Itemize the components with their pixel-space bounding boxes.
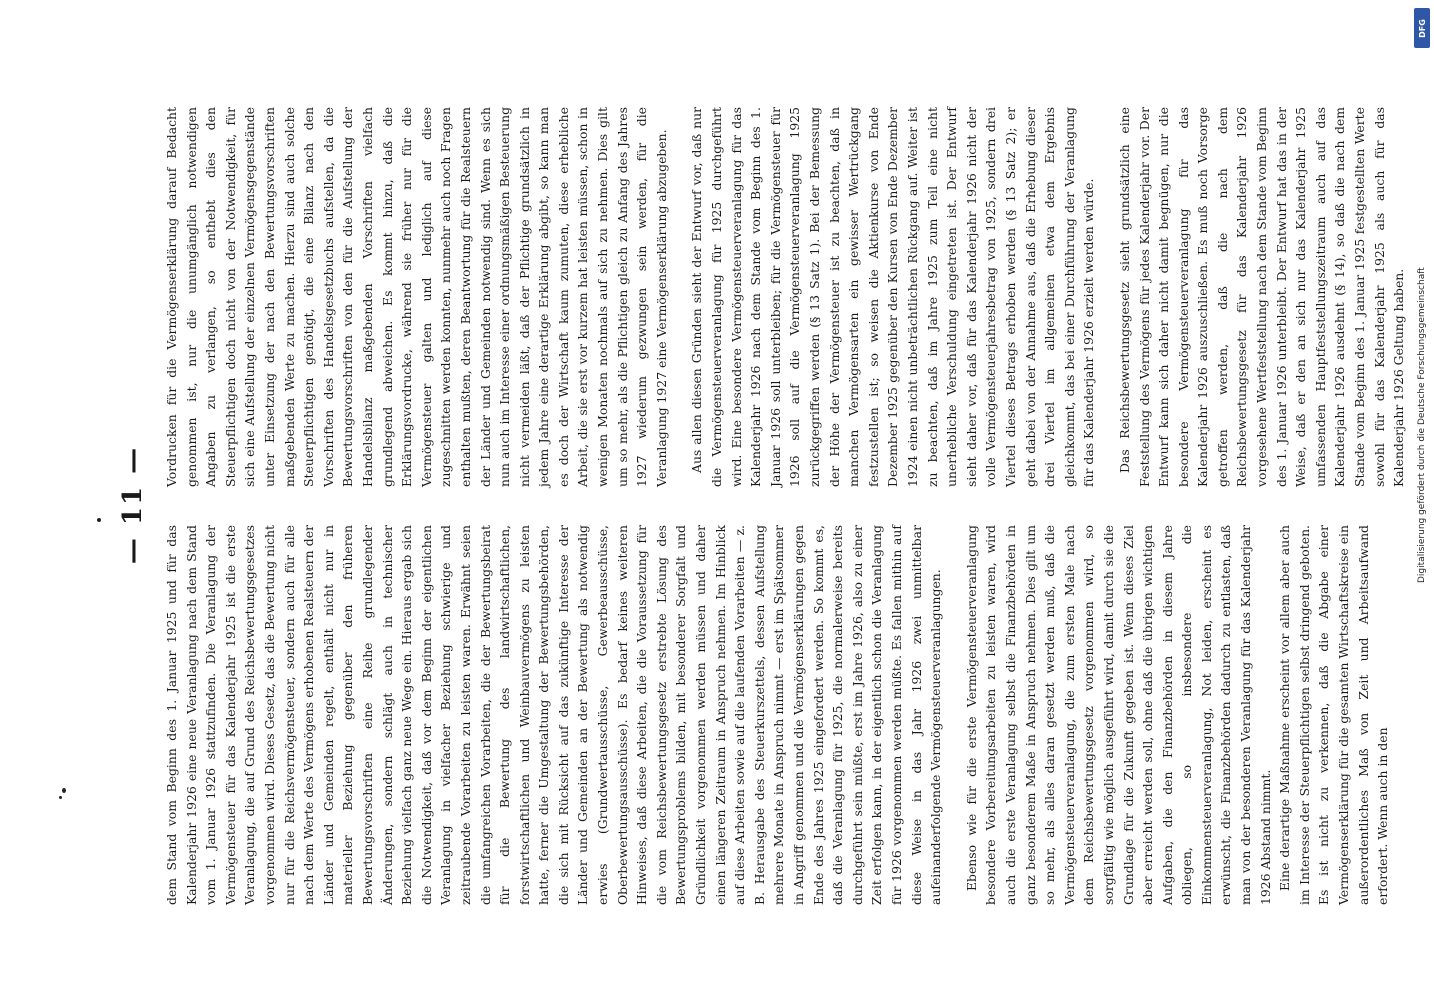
paragraph: Vordrucken für die Vermögenserklärung darauf Bedacht genommen ist, nur die unumgänglich notwendigen Angaben zu verlangen, so enthebt dies den Steuerpflichtigen doch nicht von der Notwendigkeit, für sich eine Aufstellung der einzelnen Vermögensgegenstände unter Einsetzung der nach den Bewertungsvorschriften maßgebenden Werte zu machen. Hierzu sind auch solche Steuerpflichtigen genötigt, die eine Bilanz nach den Vorschriften des Handelsgesetzbuchs aufstellen, da die Bewertungsvorschriften von den für die Aufstellung der Handelsbilanz maßgebenden Vorschriften vielfach grundlegend abweichen. Es kommt hinzu, daß die Erklärungsvordrucke, während sie früher nur für die Vermögensteuer galten und lediglich auf diese zugeschnitten werden konnten, nunmehr auch noch Fragen enthalten mußten, deren Beantwortung für die Realsteuern der Länder und Gemeinden notwendig sind. Wenn es sich nun auch im Interesse einer ordnungsmäßigen Besteuerung nicht vermeiden läßt, daß der Pflichtige grundsätzlich in jedem Jahre eine derartige Erklärung abgibt, so kann man es doch der Wirtschaft kaum zumuten, diese erhebliche Arbeit, die sie erst vor kurzem hat leisten müssen, schon in wenigen Monaten nochmals auf sich zu nehmen. Dies gilt um so mehr, als die Pflichtigen gleich zu Anfang des Jahres 1927 wiederum gezwungen sein werden, für die Veranlagung 1927 eine Vermögenserklärung abzugeben. bbox=[164, 107, 669, 487]
right-text-column bbox=[162, 107, 1407, 487]
page-number: — 11 — bbox=[118, 445, 148, 565]
dfg-badge-label: DFG bbox=[1417, 18, 1427, 38]
rotated-document-page bbox=[110, 105, 1407, 905]
scan-speck bbox=[59, 796, 62, 799]
left-text-column bbox=[162, 525, 1391, 905]
paragraph: Eine derartige Maßnahme erscheint vor allem aber auch im Interesse der Steuerpflichtigen selbst dringend geboten. Es ist nicht zu verkennen, daß die Abgabe einer Vermögenserklärung für die gesamten Wirtschaftskreise ein außerordentliches Maß von Zeit und Arbeitsaufwand erfordert. Wenn auch in den bbox=[1277, 525, 1391, 905]
digitization-credit: Digitalisierung gefördert durch die Deutsche Forschungsgemeinschaft bbox=[1417, 267, 1427, 583]
dfg-logo-icon bbox=[1414, 8, 1430, 48]
page-header bbox=[110, 105, 156, 905]
scan-speck bbox=[62, 788, 66, 793]
digitization-sidebar bbox=[1410, 0, 1434, 1000]
scan-speck bbox=[97, 518, 101, 522]
paragraph: Das Reichsbewertungsgesetz sieht grundsätzlich eine Feststellung des Vermögens für jedes Kalenderjahr vor. Der Entwurf kann sich daher nicht damit begnügen, nur die besondere Vermögensteuerveranlagung für das Kalenderjahr 1926 auszuschließen. Es muß noch Vorsorge getroffen werden, daß die nach dem Reichsbewertungsgesetz für das Kalenderjahr 1926 vorgesehene Wertfeststellung nach dem Stande vom Beginn des 1. Januar 1926 unterbleibt. Der Entwurf hat das in der Weise, daß er den an sich nur das Kalenderjahr 1925 umfassenden Hauptfeststellungszeitraum auch auf das Kalenderjahr 1926 ausdehnt (§ 14), so daß die nach dem Stande vom Beginn des 1. Januar 1925 festgestellten Werte sowohl für das Kalenderjahr 1925 als auch für das Kalenderjahr 1926 Geltung haben. bbox=[1116, 107, 1407, 487]
paragraph: Aus allen diesen Gründen sieht der Entwurf vor, daß nur die Vermögensteuerveranlagung für 1925 durchgeführt wird. Eine besondere Vermögensteuerveranlagung für das Kalenderjahr 1926 nach dem Stande vom Beginn des 1. Januar 1926 soll unterbleiben; für die Vermögensteuer für 1926 soll auf die Vermögensteuerveranlagung 1925 zurückgegriffen werden (§ 13 Satz 1). Bei der Bemessung der Höhe der Vermögensteuer ist zu beachten, daß in manchen Vermögensarten ein gewisser Wertrückgang festzustellen ist; so weisen die Aktienkurse von Ende Dezember 1925 gegenüber den Kursen von Ende Dezember 1924 einen nicht unbeträchtlichen Rückgang auf. Weiter ist zu beachten, daß im Jahre 1925 zum Teil eine nicht unerhebliche Verschuldung eingetreten ist. Der Entwurf sieht daher vor, daß für das Kalenderjahr 1926 nicht der volle Vermögensteuerjahresbetrag von 1925, sondern drei Viertel dieses Betrags erhoben werden (§ 13 Satz 2); er geht dabei von der Annahme aus, daß die Erhebung dieser drei Viertel im allgemeinen etwa dem Ergebnis gleichkommt, das bei einer Durchführung der Veranlagung für das Kalenderjahr 1926 erzielt werden würde. bbox=[689, 107, 1097, 487]
paragraph: dem Stand vom Beginn des 1. Januar 1925 und für das Kalenderjahr 1926 eine neue Veranlagung nach dem Stand vom 1. Januar 1926 stattzufinden. Die Veranlagung der Vermögensteuer für das Kalenderjahr 1925 ist die erste Veranlagung, die auf Grund des Reichsbewertungsgesetzes vorgenommen wird. Dieses Gesetz, das die Bewertung nicht nur für die Reichsvermögensteuer, sondern auch für alle nach dem Werte des Vermögens erhobenen Realsteuern der Länder und Gemeinden regelt, enthält nicht nur in materieller Beziehung gegenüber den früheren Bewertungsvorschriften eine Reihe grundlegender Änderungen, sondern schlägt auch in technischer Beziehung vielfach ganz neue Wege ein. Hieraus ergab sich die Notwendigkeit, daß vor dem Beginn der eigentlichen Veranlagung in vielfacher Beziehung schwierige und zeitraubende Vorarbeiten zu leisten waren. Erwähnt seien die umfangreichen Vorarbeiten, die der Bewertungsbeirat für die Bewertung des landwirtschaftlichen, forstwirtschaftlichen und Weinbauvermögens zu leisten hatte, ferner die Umgestaltung der Bewertungsbehörden, die sich mit Rücksicht auf das zukünftige Interesse der Länder und Gemeinden an der Bewertung als notwendig erwies (Grundwertausschüsse, Gewerbeausschüsse, Oberbewertungsausschüsse). Es bedarf keines weiteren Hinweises, daß diese Arbeiten, die die Voraussetzung für die vom Reichsbewertungsgesetz erstrebte Lösung des Bewertungsproblems bilden, mit besonderer Sorgfalt und Gründlichkeit vorgenommen werden müssen und daher einen längeren Zeitraum in Anspruch nehmen. Im Hinblick auf diese Arbeiten sowie auf die laufenden Vorarbeiten — z. B. Herausgabe des Steuerkurszettels, dessen Aufstellung mehrere Monate in Anspruch nimmt — erst im Spätsommer in Angriff genommen und die Vermögenserklärungen gegen Ende des Jahres 1925 eingefordert werden. So kommt es, daß die Veranlagung für 1925, die normalerweise bereits durchgeführt sein müßte, erst im Jahre 1926, also zu einer Zeit erfolgen kann, in der eigentlich schon die Veranlagung für 1926 vorgenommen werden müßte. Es fallen mithin auf diese Weise in das Jahr 1926 zwei unmittelbar aufeinanderfolgende Vermögensteuerveranlagungen. bbox=[164, 525, 944, 905]
paragraph: Ebenso wie für die erste Vermögensteuerveranlagung besondere Vorbereitungsarbeiten zu leisten waren, wird auch die erste Veranlagung selbst die Finanzbehörden in ganz besonderem Maße in Anspruch nehmen. Dies gilt um so mehr, als alles daran gesetzt werden muß, daß die Vermögensteuerveranlagung, die zum ersten Male nach dem Reichsbewertungsgesetz vorgenommen wird, so sorgfältig wie möglich ausgeführt wird, damit durch sie die Grundlage für die Zukunft gegeben ist. Wenn dieses Ziel aber erreicht werden soll, ohne daß die übrigen wichtigen Aufgaben, die den Finanzbehörden in diesem Jahre obliegen, so insbesondere die Einkommensteuerveranlagung, Not leiden, erscheint es erwünscht, die Finanzbehörden dadurch zu entlasten, daß man von der besonderen Veranlagung für das Kalenderjahr 1926 Abstand nimmt. bbox=[963, 525, 1273, 905]
